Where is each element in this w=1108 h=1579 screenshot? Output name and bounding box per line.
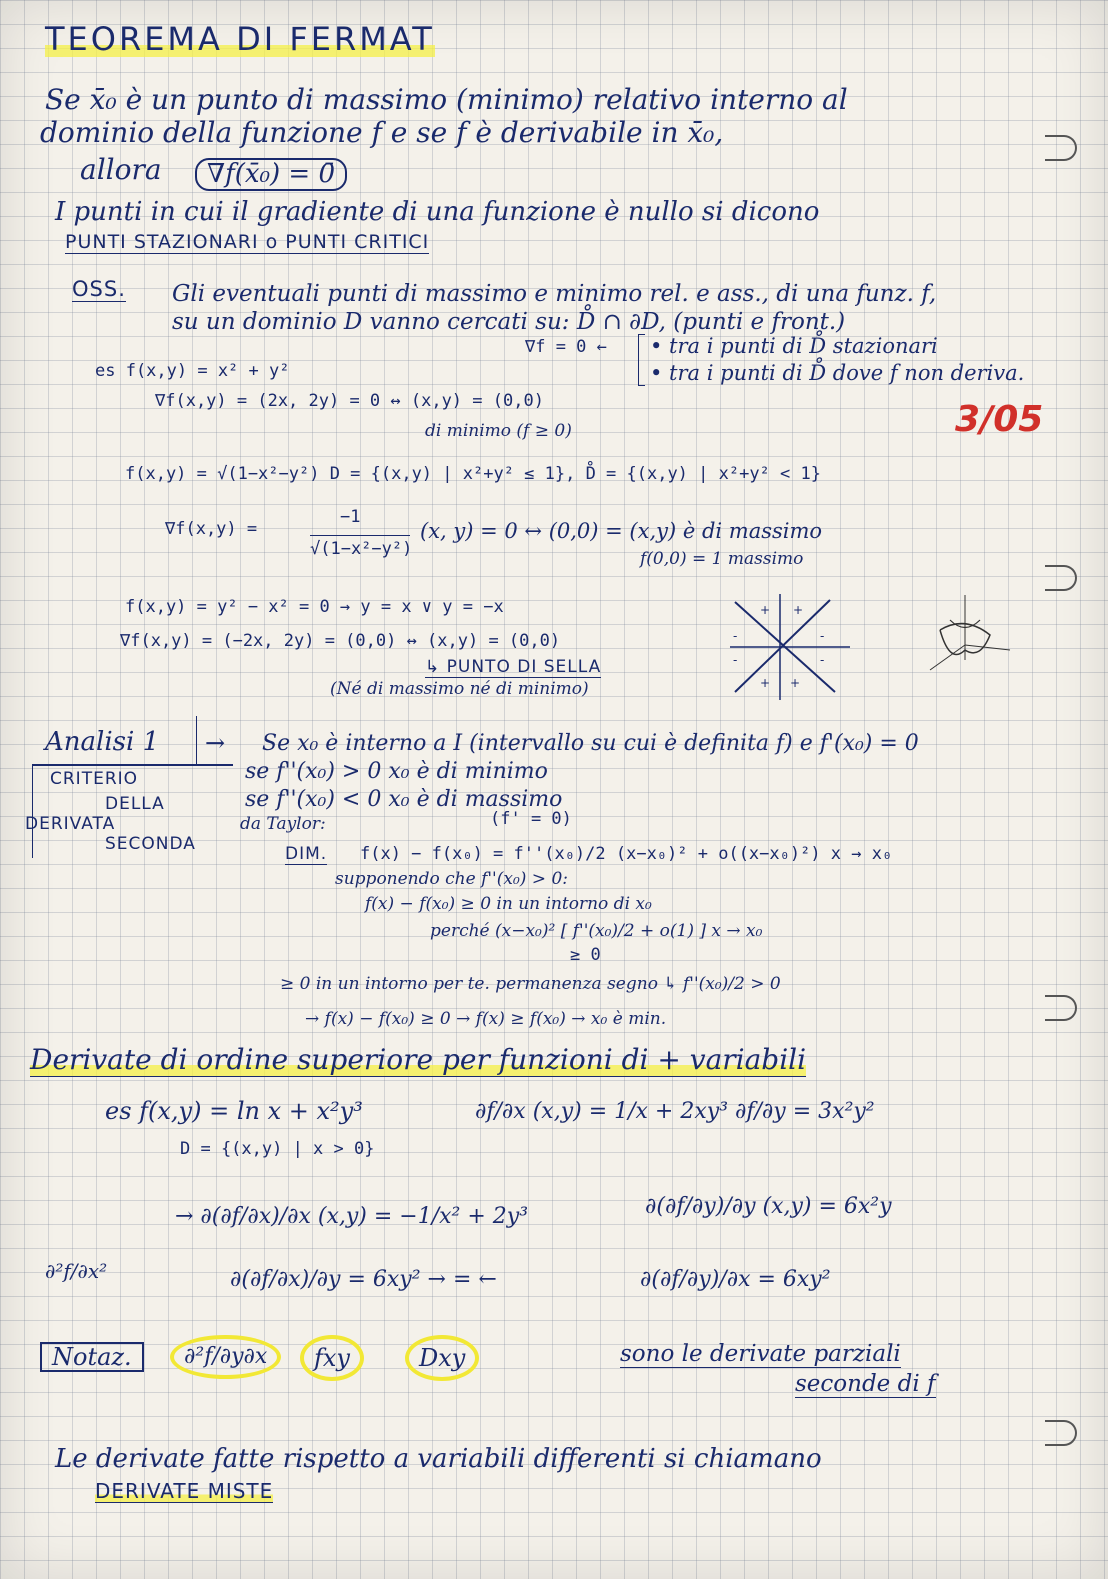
- fermat-formula: ∇f(x̄₀) = 0̄: [195, 158, 347, 191]
- analisi-box: [36, 716, 197, 765]
- ex2-line-3: f(0,0) = 1 massimo: [640, 549, 804, 569]
- ex3-line-2: ∇f(x,y) = (−2x, 2y) = (0,0) ↔ (x,y) = (0,0): [120, 631, 561, 651]
- oss-bullet-1: • tra i punti di D̊ stazionari: [650, 334, 938, 358]
- taylor-condition: (f' = 0): [490, 809, 572, 829]
- saddle-sign-diagram: [725, 592, 855, 702]
- derivate-d4: ∂(∂f/∂y)/∂x = 6xy²: [640, 1267, 831, 1292]
- notation-dxy: Dxy: [405, 1335, 479, 1381]
- ex3-line-1: f(x,y) = y² − x² = 0 → y = x ∨ y = −x: [125, 597, 504, 617]
- ex1-line-3: di minimo (f ≥ 0): [425, 421, 572, 441]
- saddle-surface-sketch: [925, 590, 1015, 685]
- criterio-word-1: CRITERIO: [50, 769, 139, 789]
- dim-line-6: ≥ 0 in un intorno per te. permanenza segno ↳ f''(x₀)/2 > 0: [280, 974, 781, 994]
- svg-text:-: -: [820, 629, 825, 643]
- page-title: TEOREMA DI FERMAT: [45, 20, 435, 58]
- fraction-bar: [310, 535, 410, 536]
- ex2-line-1: f(x,y) = √(1−x²−y²) D = {(x,y) | x²+y² ≤ 1}, D̊ = {(x,y) | x²+y² < 1}: [125, 464, 821, 484]
- svg-text:+: +: [760, 676, 771, 690]
- svg-text:-: -: [820, 653, 825, 667]
- dim-line-3: f(x) − f(x₀) ≥ 0 in un intorno di x₀: [365, 894, 652, 914]
- ex1-line-2: ∇f(x,y) = (2x, 2y) = 0 ↔ (x,y) = (0,0): [155, 391, 544, 411]
- binder-ring: [1045, 565, 1077, 591]
- analisi-label: Analisi 1: [45, 727, 160, 757]
- ex2-fraction-den: √(1−x²−y²): [310, 539, 413, 559]
- derivate-domain: D = {(x,y) | x > 0}: [180, 1139, 375, 1159]
- binder-ring: [1045, 1420, 1077, 1446]
- oss-line-1: Gli eventuali punti di massimo e minimo rel. e ass., di una funz. f,: [172, 281, 937, 307]
- ex2-line-2b: (x, y) = 0 ↔ (0,0) = (x,y) è di massimo: [420, 519, 823, 543]
- notation-partial: ∂²f/∂y∂x: [170, 1335, 281, 1379]
- svg-text:+: +: [790, 676, 801, 690]
- oss-bracket: [638, 334, 645, 386]
- theorem-line-2: dominio della funzione f e se f è derivabile in x̄₀,: [40, 116, 724, 149]
- derivate-d3: ∂(∂f/∂x)/∂y = 6xy² → = ←: [230, 1267, 497, 1292]
- theorem-line-1: Se x̄₀ è un punto di massimo (minimo) relativo interno al: [45, 83, 848, 116]
- ex2-fraction-num: −1: [340, 507, 361, 527]
- derivate-side-label: ∂²f/∂x²: [45, 1259, 108, 1283]
- oss-line-2: su un dominio D vanno cercati su: D̊ ∩ ∂D, (punti e front.): [172, 309, 846, 335]
- oss-label: OSS.: [72, 277, 126, 301]
- svg-text:+: +: [760, 603, 771, 617]
- theorem-allora: allora: [80, 153, 162, 186]
- taylor-label: da Taylor:: [240, 814, 326, 834]
- ex3-line-4: (Né di massimo né di minimo): [330, 679, 589, 699]
- derivate-ex-1: es f(x,y) = ln x + x²y³: [105, 1097, 363, 1125]
- svg-text:-: -: [733, 629, 738, 643]
- svg-text:-: -: [733, 653, 738, 667]
- criterio-word-4: SECONDA: [105, 834, 196, 854]
- binder-ring: [1045, 135, 1077, 161]
- analisi-line-2: se f''(x₀) > 0 x₀ è di minimo: [245, 759, 548, 784]
- svg-text:+: +: [793, 603, 804, 617]
- stationary-line-2: PUNTI STAZIONARI o PUNTI CRITICI: [65, 231, 430, 253]
- final-line-1: Le derivate fatte rispetto a variabili differenti si chiamano: [55, 1444, 822, 1474]
- derivate-d2: ∂(∂f/∂y)/∂y (x,y) = 6x²y: [645, 1194, 892, 1219]
- notation-text-1: sono le derivate parziali: [620, 1341, 901, 1367]
- derivate-d1: → ∂(∂f/∂x)/∂x (x,y) = −1/x² + 2y³: [175, 1204, 529, 1229]
- dim-line-4: perché (x−x₀)² [ f''(x₀)/2 + o(1) ] x → x₀: [430, 921, 763, 941]
- ex2-gradient-label: ∇f(x,y) =: [165, 519, 258, 539]
- dim-line-5: ≥ 0: [570, 945, 601, 965]
- notation-label: Notaz.: [40, 1342, 144, 1372]
- dim-line-1: f(x) − f(x₀) = f''(x₀)/2 (x−x₀)² + o((x−x₀)²) x → x₀: [360, 844, 893, 864]
- derivate-heading: Derivate di ordine superiore per funzioni di + variabili: [30, 1043, 807, 1076]
- dim-line-7: → f(x) − f(x₀) ≥ 0 → f(x) ≥ f(x₀) → x₀ è min.: [305, 1009, 667, 1029]
- dim-line-2: supponendo che f''(x₀) > 0:: [335, 869, 568, 889]
- notation-fxy: fxy: [300, 1335, 364, 1381]
- criterio-word-3: DERIVATA: [25, 814, 116, 834]
- saddle-point-label: ↳ PUNTO DI SELLA: [425, 657, 602, 677]
- oss-bullet-2: • tra i punti di D̊ dove f non deriva.: [650, 361, 1025, 385]
- ex1-line-1: es f(x,y) = x² + y²: [95, 361, 290, 381]
- binder-ring: [1045, 995, 1077, 1021]
- page-number: 3/05: [955, 399, 1044, 440]
- analisi-line-3: se f''(x₀) < 0 x₀ è di massimo: [245, 787, 563, 812]
- analisi-arrow: →: [205, 729, 226, 757]
- stationary-line-1: I punti in cui il gradiente di una funzione è nullo si dicono: [55, 197, 820, 227]
- oss-nabla: ∇f = 0 ←: [525, 337, 607, 357]
- criterio-word-2: DELLA: [105, 794, 165, 814]
- dim-label: DIM.: [285, 844, 328, 864]
- derivate-ex-1b: ∂f/∂x (x,y) = 1/x + 2xy³ ∂f/∂y = 3x²y²: [475, 1099, 875, 1124]
- analisi-line-1: Se x₀ è interno a I (intervallo su cui è definita f) e f'(x₀) = 0: [262, 731, 919, 756]
- notation-text-2: seconde di f: [795, 1371, 936, 1397]
- final-line-2: DERIVATE MISTE: [95, 1479, 274, 1503]
